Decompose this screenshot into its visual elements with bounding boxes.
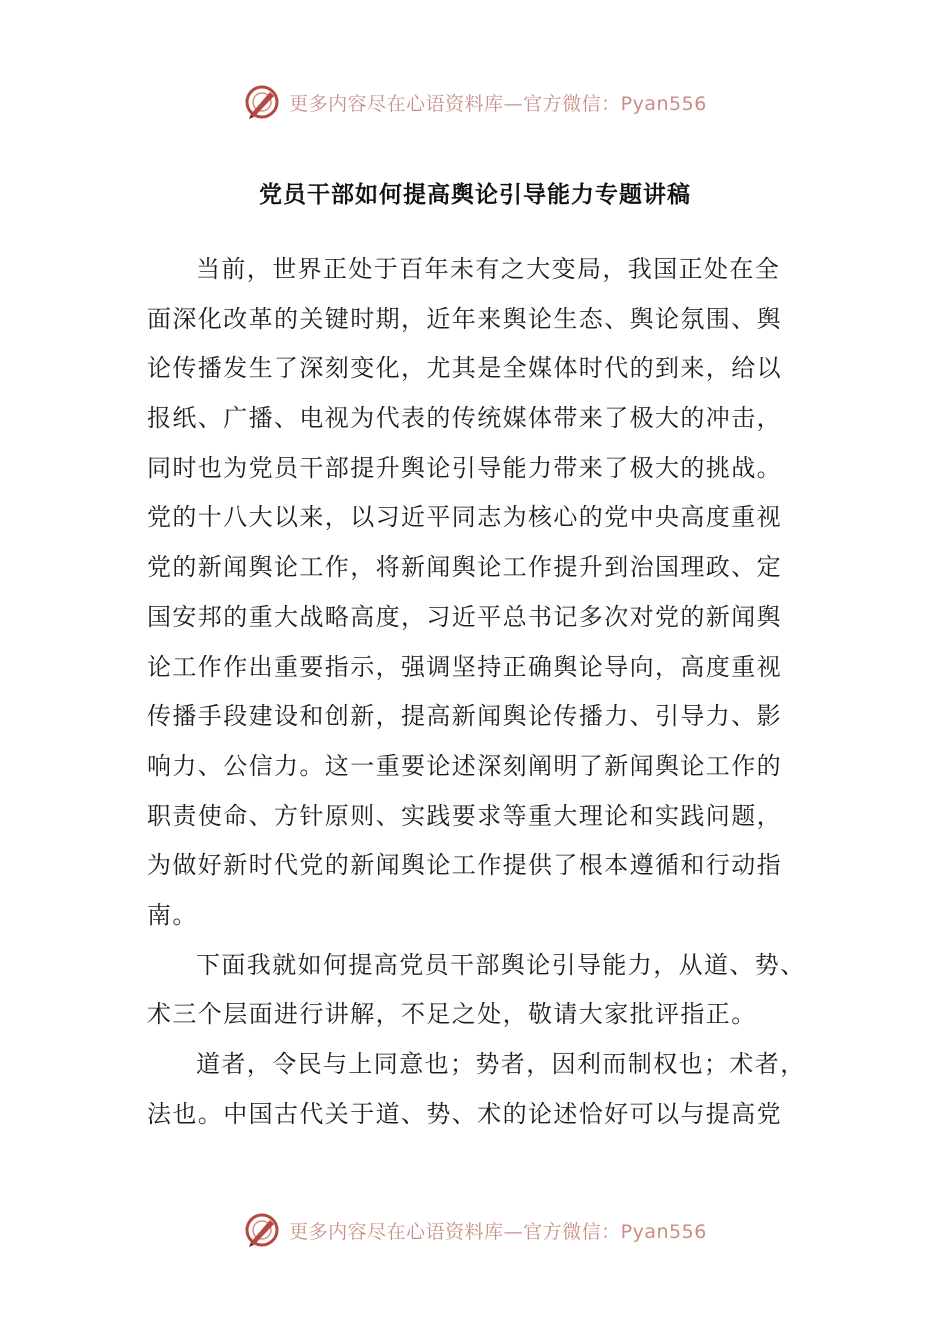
header-banner-text: 更多内容尽在心语资料库—官方微信：Pyan556 bbox=[289, 92, 707, 115]
text-line: 同时也为党员干部提升舆论引导能力带来了极大的挑战。 bbox=[147, 453, 782, 482]
text-line: 术三个层面进行讲解，不足之处，敬请大家批评指正。 bbox=[147, 1000, 757, 1029]
text-line: 南。 bbox=[147, 900, 198, 929]
pen-logo-icon bbox=[243, 1211, 281, 1249]
footer-banner-text: 更多内容尽在心语资料库—官方微信：Pyan556 bbox=[289, 1220, 707, 1243]
text-line: 道者，令民与上同意也；势者，因利而制权也；术者， bbox=[196, 1050, 806, 1078]
text-line: 报纸、广播、电视为代表的传统媒体带来了极大的冲击， bbox=[147, 404, 782, 433]
text-line: 论工作作出重要指示，强调坚持正确舆论导向，高度重视 bbox=[147, 652, 782, 681]
text-line: 职责使命、方针原则、实践要求等重大理论和实践问题， bbox=[147, 801, 782, 830]
text-line: 下面我就如何提高党员干部舆论引导能力，从道、势、 bbox=[196, 950, 806, 979]
footer-banner bbox=[0, 1208, 950, 1252]
text-line: 国安邦的重大战略高度，习近平总书记多次对党的新闻舆 bbox=[147, 602, 782, 631]
text-line: 法也。中国古代关于道、势、术的论述恰好可以与提高党 bbox=[147, 1099, 782, 1128]
text-line: 当前，世界正处于百年未有之大变局，我国正处在全 bbox=[196, 255, 781, 283]
text-line: 为做好新时代党的新闻舆论工作提供了根本遵循和行动指 bbox=[147, 851, 782, 880]
text-line: 论传播发生了深刻变化，尤其是全媒体时代的到来，给以 bbox=[147, 354, 782, 383]
text-line: 响力、公信力。这一重要论述深刻阐明了新闻舆论工作的 bbox=[147, 751, 782, 780]
text-line: 党的十八大以来，以习近平同志为核心的党中央高度重视 bbox=[147, 503, 782, 532]
pen-logo-icon bbox=[243, 83, 281, 121]
text-line: 面深化改革的关键时期，近年来舆论生态、舆论氛围、舆 bbox=[147, 304, 782, 333]
text-line: 党的新闻舆论工作，将新闻舆论工作提升到治国理政、定 bbox=[147, 553, 782, 582]
document-body bbox=[147, 245, 806, 1139]
document-title: 党员干部如何提高舆论引导能力专题讲稿 bbox=[259, 182, 691, 208]
header-banner bbox=[0, 80, 950, 124]
text-line: 传播手段建设和创新，提高新闻舆论传播力、引导力、影 bbox=[147, 702, 782, 731]
